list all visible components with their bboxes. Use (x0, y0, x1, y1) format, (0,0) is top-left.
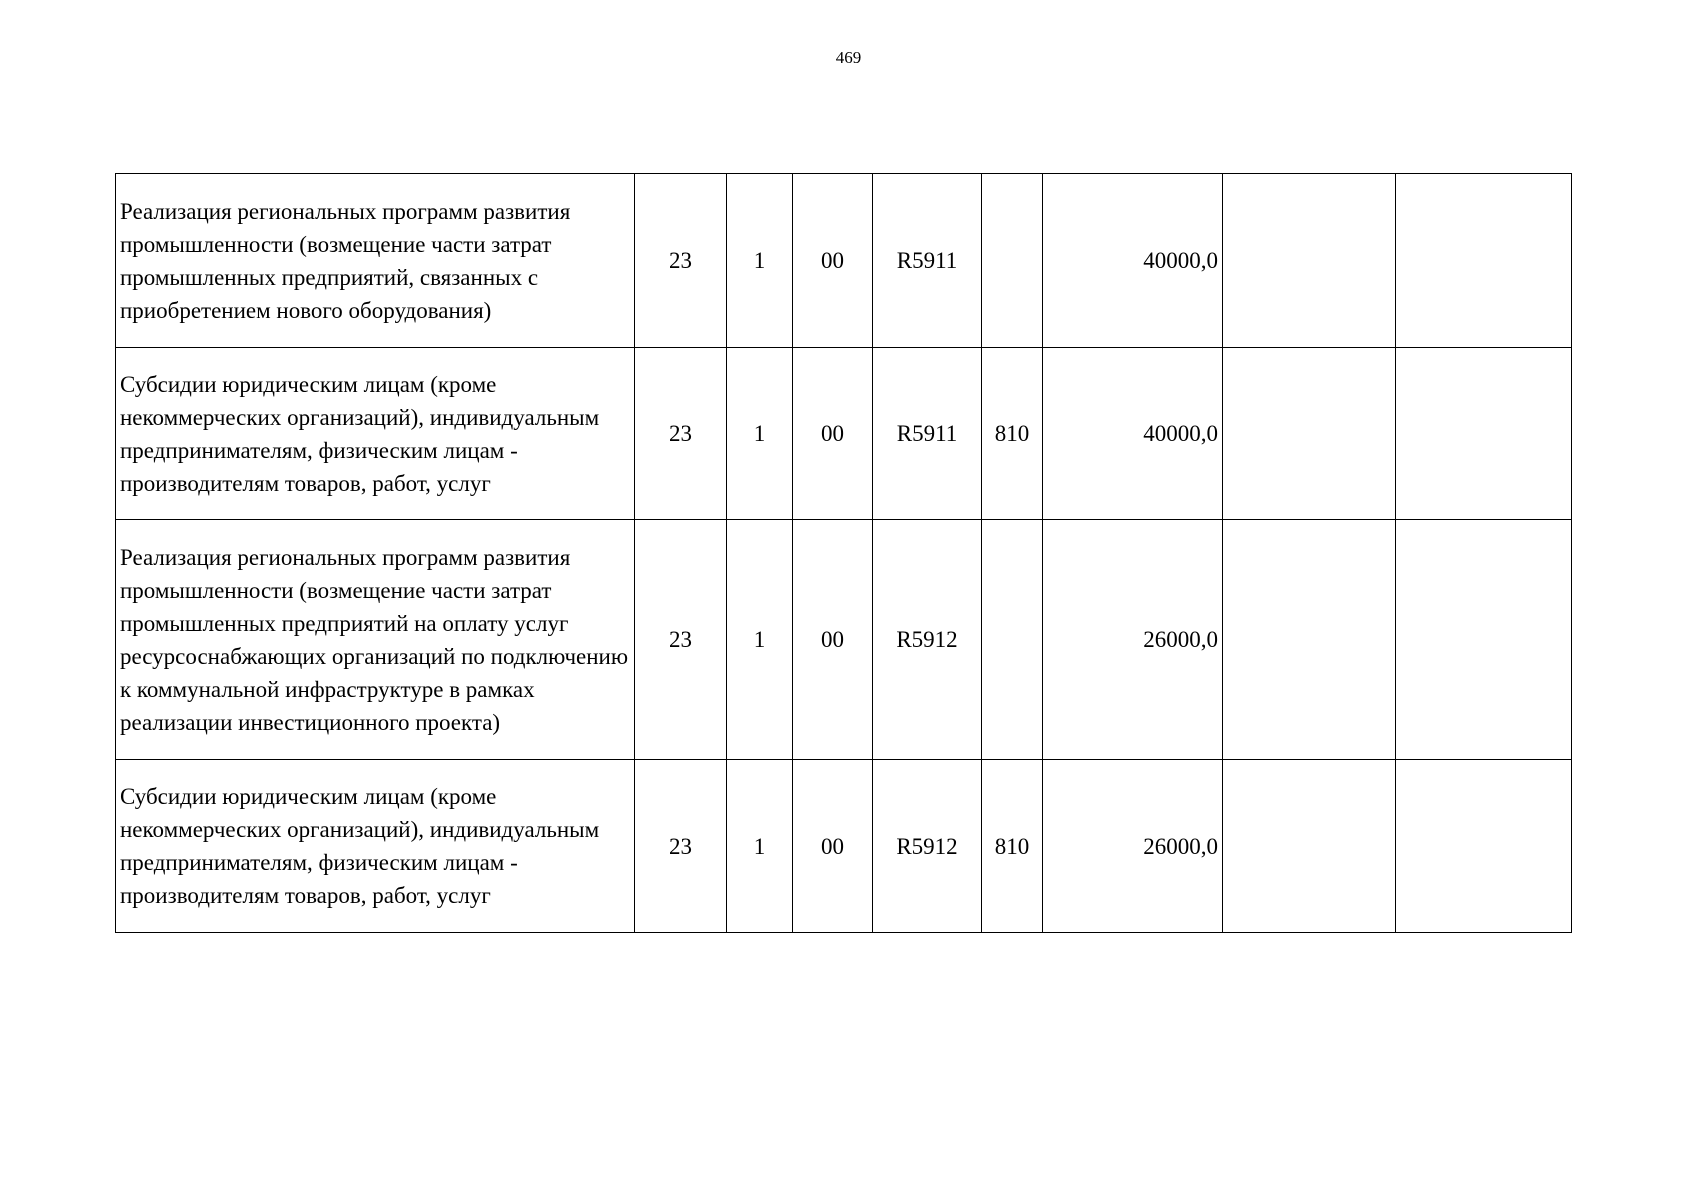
subprogram-code-cell: 1 (727, 174, 793, 348)
program-code-cell: 23 (635, 174, 727, 348)
empty-cell (1396, 174, 1572, 348)
program-code-cell: 23 (635, 520, 727, 760)
amount-cell: 26000,0 (1043, 520, 1223, 760)
amount-cell: 26000,0 (1043, 760, 1223, 933)
activity-code-cell: 00 (793, 174, 873, 348)
table-row (116, 760, 1572, 933)
table-row (116, 348, 1572, 520)
program-code-cell: 23 (635, 348, 727, 520)
expense-type-cell (982, 520, 1043, 760)
direction-code-cell: R5912 (873, 760, 982, 933)
empty-cell (1223, 348, 1396, 520)
subprogram-code-cell: 1 (727, 760, 793, 933)
row-name-cell: Субсидии юридическим лицам (кроме некоммерческих организаций), индивидуальным предпринимателям, физическим лицам - производителям товаров, работ, услуг (116, 348, 635, 520)
activity-code-cell: 00 (793, 348, 873, 520)
empty-cell (1396, 520, 1572, 760)
table-row (116, 174, 1572, 348)
empty-cell (1396, 760, 1572, 933)
amount-cell: 40000,0 (1043, 348, 1223, 520)
empty-cell (1223, 760, 1396, 933)
empty-cell (1223, 520, 1396, 760)
row-name-cell: Реализация региональных программ развития промышленности (возмещение части затрат промышленных предприятий, связанных с приобретением нового оборудования) (116, 174, 635, 348)
direction-code-cell: R5911 (873, 348, 982, 520)
budget-table (115, 173, 1572, 933)
expense-type-cell (982, 174, 1043, 348)
subprogram-code-cell: 1 (727, 348, 793, 520)
row-name-cell: Субсидии юридическим лицам (кроме некоммерческих организаций), индивидуальным предпринимателям, физическим лицам - производителям товаров, работ, услуг (116, 760, 635, 933)
direction-code-cell: R5912 (873, 520, 982, 760)
activity-code-cell: 00 (793, 520, 873, 760)
table-row (116, 520, 1572, 760)
amount-cell: 40000,0 (1043, 174, 1223, 348)
subprogram-code-cell: 1 (727, 520, 793, 760)
page-number: 469 (835, 48, 862, 67)
empty-cell (1223, 174, 1396, 348)
expense-type-cell: 810 (982, 348, 1043, 520)
direction-code-cell: R5911 (873, 174, 982, 348)
expense-type-cell: 810 (982, 760, 1043, 933)
activity-code-cell: 00 (793, 760, 873, 933)
empty-cell (1396, 348, 1572, 520)
program-code-cell: 23 (635, 760, 727, 933)
row-name-cell: Реализация региональных программ развития промышленности (возмещение части затрат промышленных предприятий на оплату услуг ресурсоснабжающих организаций по подключению к коммунальной инфраструктуре в рамках реализации инвестиционного проекта) (116, 520, 635, 760)
